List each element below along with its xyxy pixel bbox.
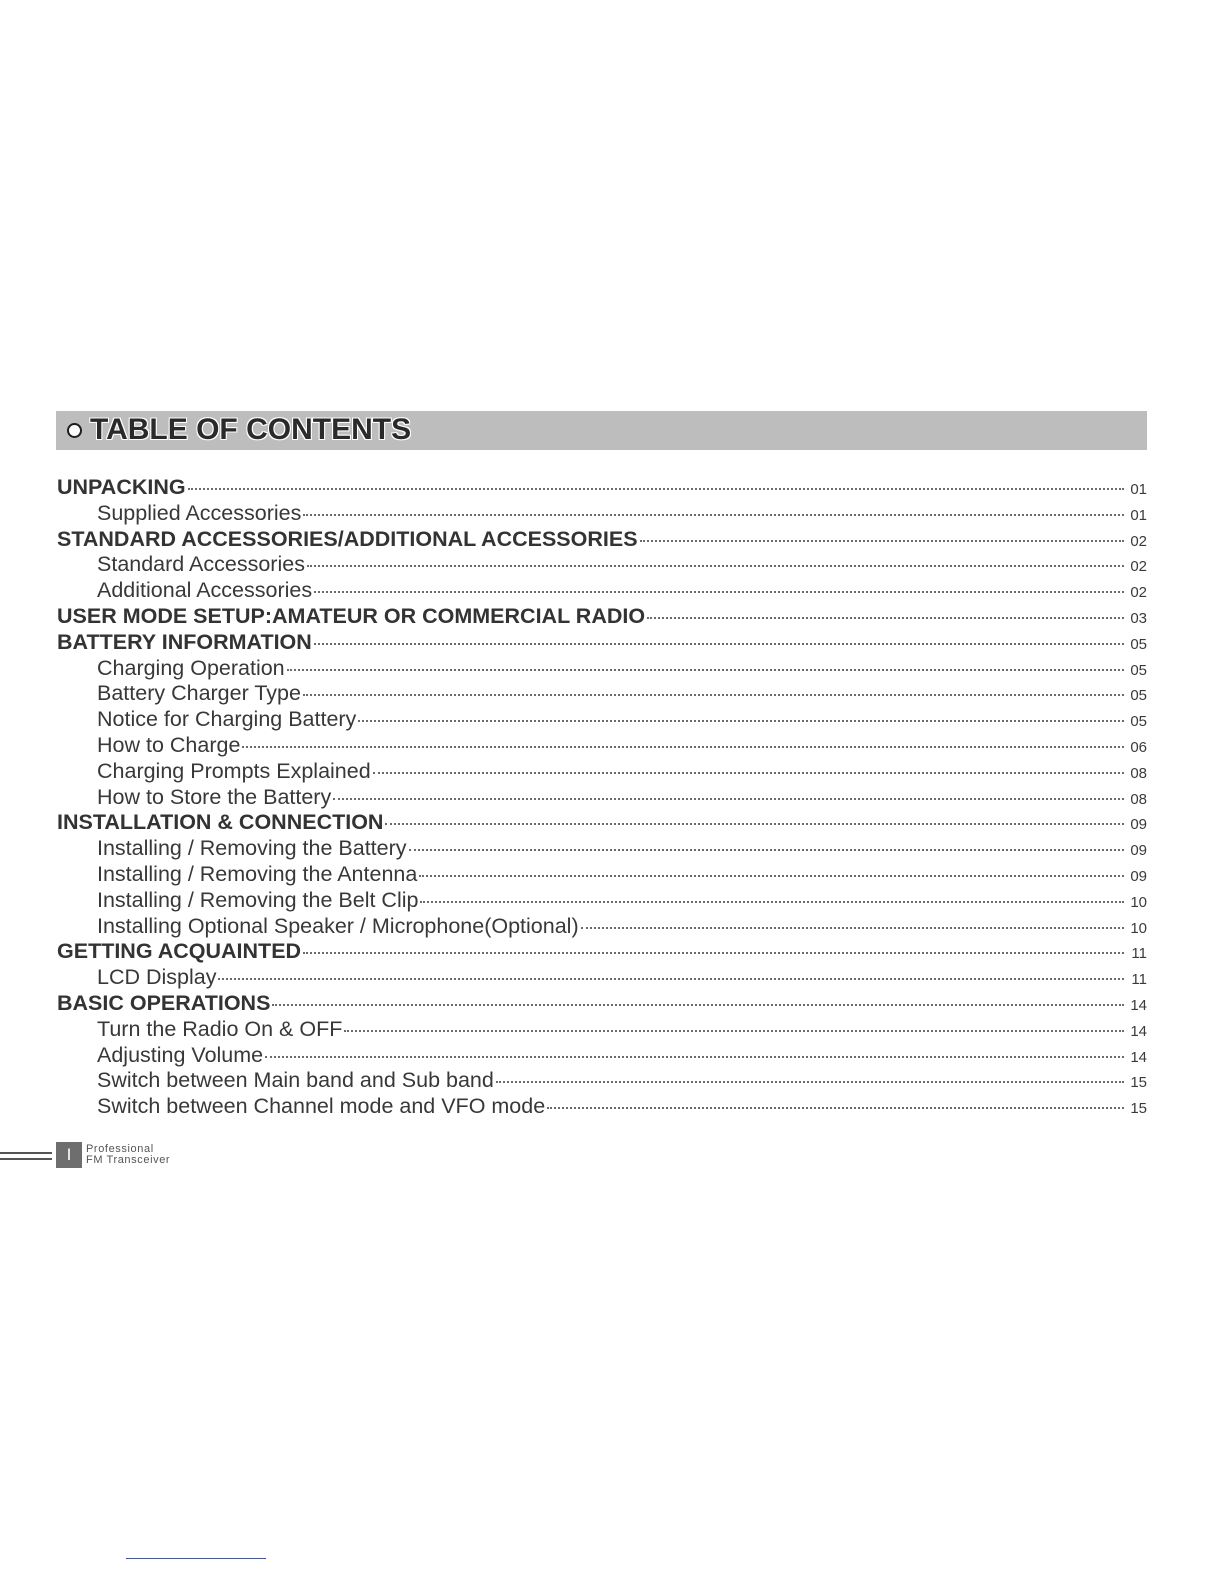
dot-leader — [647, 617, 1124, 619]
toc-entry-page: 10 — [1130, 919, 1147, 937]
bottom-underline — [126, 1558, 266, 1559]
toc-entry-label: How to Store the Battery — [97, 784, 332, 809]
toc-entry-label: Switch between Channel mode and VFO mode — [97, 1094, 546, 1119]
toc-subsection-entry[interactable] — [56, 785, 1147, 811]
dot-leader — [358, 720, 1124, 722]
toc-entry-page: 15 — [1130, 1074, 1147, 1092]
toc-subsection-entry[interactable] — [56, 1017, 1147, 1043]
toc-section-entry[interactable] — [56, 630, 1147, 656]
dot-leader — [385, 823, 1124, 825]
toc-subsection-entry[interactable] — [56, 759, 1147, 785]
toc-entry-page: 05 — [1130, 635, 1147, 653]
dot-leader — [287, 669, 1124, 671]
toc-entry-page: 09 — [1130, 842, 1147, 860]
dot-leader — [314, 643, 1124, 645]
toc-entry-label: Turn the Radio On & OFF — [97, 1016, 343, 1041]
footer-page-number: I — [56, 1142, 82, 1168]
toc-section-entry[interactable] — [56, 991, 1147, 1017]
toc-entry-label: Charging Prompts Explained — [97, 758, 371, 783]
toc-entry-label: Notice for Charging Battery — [97, 707, 357, 732]
dot-leader — [420, 901, 1124, 903]
toc-entry-label: Installing / Removing the Belt Clip — [97, 887, 419, 912]
toc-section-entry[interactable] — [56, 527, 1147, 553]
toc-entry-label: BATTERY INFORMATION — [57, 629, 312, 654]
dot-leader — [303, 952, 1124, 954]
dot-leader — [303, 514, 1124, 516]
dot-leader — [242, 746, 1124, 748]
toc-section-entry[interactable] — [56, 810, 1147, 836]
toc-entry-page: 02 — [1130, 584, 1147, 602]
toc-subsection-entry[interactable] — [56, 578, 1147, 604]
dot-leader — [344, 1030, 1124, 1032]
toc-entry-page: 15 — [1130, 1100, 1147, 1118]
dot-leader — [218, 978, 1124, 980]
toc-section-entry[interactable] — [56, 604, 1147, 630]
toc-header-banner — [56, 411, 1147, 450]
dot-leader — [547, 1107, 1124, 1109]
dot-leader — [333, 798, 1124, 800]
toc-entry-label: Installing Optional Speaker / Microphone(Optional) — [97, 913, 579, 938]
toc-entry-page: 11 — [1131, 971, 1147, 989]
toc-entry-page: 14 — [1130, 1048, 1147, 1066]
toc-entry-page: 11 — [1131, 945, 1147, 963]
toc-entry-page: 10 — [1130, 893, 1147, 911]
dot-leader — [373, 772, 1124, 774]
table-of-contents — [56, 475, 1147, 1120]
toc-entry-label: Installing / Removing the Antenna — [97, 861, 418, 886]
toc-entry-label: STANDARD ACCESSORIES/ADDITIONAL ACCESSORIES — [57, 526, 638, 551]
dot-leader — [303, 694, 1124, 696]
dot-leader — [314, 591, 1124, 593]
toc-subsection-entry[interactable] — [56, 681, 1147, 707]
toc-subsection-entry[interactable] — [56, 1043, 1147, 1069]
toc-subsection-entry[interactable] — [56, 501, 1147, 527]
footer-brand — [86, 1144, 170, 1166]
toc-entry-label: Adjusting Volume — [97, 1042, 264, 1067]
toc-subsection-entry[interactable] — [56, 656, 1147, 682]
toc-entry-page: 01 — [1130, 481, 1147, 498]
dot-leader — [496, 1081, 1124, 1083]
toc-entry-page: 02 — [1130, 558, 1147, 576]
toc-entry-page: 09 — [1130, 816, 1147, 834]
toc-entry-label: INSTALLATION & CONNECTION — [57, 810, 384, 835]
dot-leader — [581, 927, 1124, 929]
toc-subsection-entry[interactable] — [56, 836, 1147, 862]
toc-subsection-entry[interactable] — [56, 862, 1147, 888]
toc-entry-page: 05 — [1130, 713, 1147, 731]
footer-brand-line1: Professional — [86, 1143, 154, 1155]
footer-decorative-lines — [0, 1152, 52, 1162]
toc-entry-page: 03 — [1130, 609, 1147, 627]
toc-subsection-entry[interactable] — [56, 965, 1147, 991]
dot-leader — [272, 1004, 1124, 1006]
dot-leader — [188, 488, 1124, 490]
toc-subsection-entry[interactable] — [56, 1068, 1147, 1094]
toc-subsection-entry[interactable] — [56, 733, 1147, 759]
toc-subsection-entry[interactable] — [56, 707, 1147, 733]
page-title: TABLE OF CONTENTS — [90, 413, 412, 446]
toc-entry-page: 05 — [1130, 687, 1147, 705]
toc-entry-label: How to Charge — [97, 732, 241, 757]
toc-subsection-entry[interactable] — [56, 552, 1147, 578]
circle-bullet-icon — [67, 423, 82, 438]
dot-leader — [307, 565, 1124, 567]
toc-entry-label: Standard Accessories — [97, 552, 305, 577]
toc-section-entry[interactable] — [56, 939, 1147, 965]
dot-leader — [409, 849, 1124, 851]
toc-subsection-entry[interactable] — [56, 888, 1147, 914]
toc-entry-label: Additional Accessories — [97, 578, 313, 603]
toc-entry-page: 05 — [1130, 661, 1147, 679]
dot-leader — [265, 1056, 1124, 1058]
toc-entry-page: 06 — [1130, 738, 1147, 756]
toc-entry-page: 09 — [1130, 867, 1147, 885]
toc-subsection-entry[interactable] — [56, 914, 1147, 940]
toc-entry-label: UNPACKING — [57, 475, 186, 499]
dot-leader — [640, 540, 1124, 542]
toc-entry-page: 14 — [1130, 996, 1147, 1014]
toc-entry-page: 02 — [1130, 532, 1147, 550]
toc-entry-page: 01 — [1130, 506, 1147, 524]
toc-entry-label: Switch between Main band and Sub band — [97, 1068, 494, 1093]
toc-entry-label: USER MODE SETUP:AMATEUR OR COMMERCIAL RADIO — [57, 603, 646, 628]
toc-entry-label: Charging Operation — [97, 655, 285, 680]
toc-entry-label: BASIC OPERATIONS — [57, 990, 271, 1015]
toc-entry-label: Installing / Removing the Battery — [97, 836, 407, 861]
toc-entry-page: 08 — [1130, 764, 1147, 782]
toc-section-entry[interactable] — [56, 475, 1147, 501]
toc-entry-page: 14 — [1130, 1022, 1147, 1040]
toc-entry-page: 08 — [1130, 790, 1147, 808]
toc-entry-label: GETTING ACQUAINTED — [57, 939, 302, 964]
toc-entry-label: Battery Charger Type — [97, 681, 301, 706]
toc-entry-label: Supplied Accessories — [97, 500, 302, 525]
dot-leader — [419, 875, 1124, 877]
toc-entry-label: LCD Display — [97, 965, 217, 990]
footer-brand-line2: FM Transceiver — [86, 1154, 171, 1166]
toc-subsection-entry[interactable] — [56, 1094, 1147, 1120]
